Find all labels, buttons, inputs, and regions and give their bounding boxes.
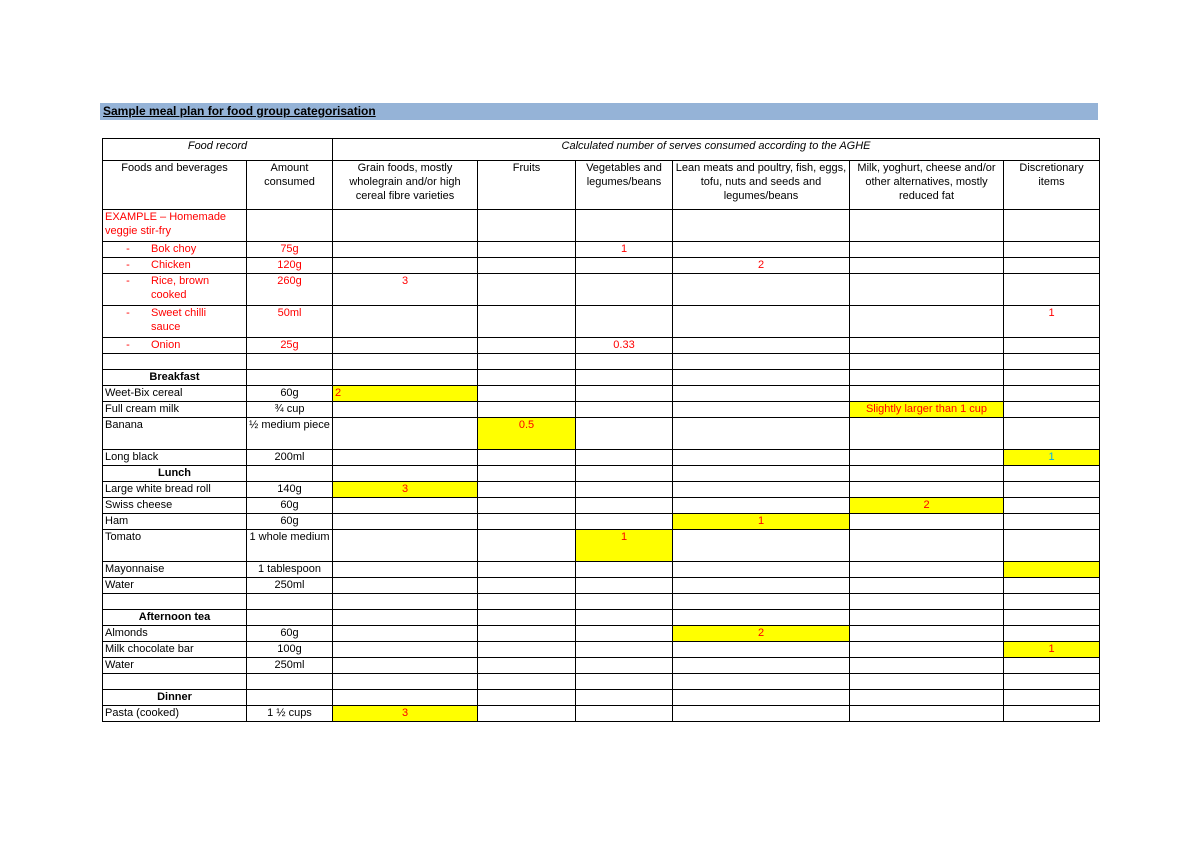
food-record-header: Food record bbox=[103, 139, 333, 161]
fruits-serve: 0.5 bbox=[478, 418, 576, 450]
amount: 120g bbox=[247, 258, 333, 274]
grain-serve: 3 bbox=[333, 274, 478, 306]
food-name: Tomato bbox=[103, 530, 247, 562]
table-row bbox=[103, 562, 1100, 578]
food-name: Mayonnaise bbox=[103, 562, 247, 578]
table-row bbox=[103, 706, 1100, 722]
section-heading: Breakfast bbox=[103, 370, 247, 386]
header-row-columns bbox=[103, 161, 1100, 210]
table-row: - Chicken 120g 2 bbox=[103, 258, 1100, 274]
table-row bbox=[103, 450, 1100, 466]
example-title: EXAMPLE – Homemade veggie stir-fry bbox=[103, 210, 247, 242]
disc-serve: 1 bbox=[1004, 642, 1100, 658]
table-row: - Bok choy 75g 1 bbox=[103, 242, 1100, 258]
grain-serve: 2 bbox=[333, 386, 478, 402]
veg-serve: 1 bbox=[576, 242, 673, 258]
food-name: Bok choy bbox=[151, 243, 197, 255]
amount: 75g bbox=[247, 242, 333, 258]
section-heading: Lunch bbox=[103, 466, 247, 482]
table-row bbox=[103, 642, 1100, 658]
food-name: Ham bbox=[103, 514, 247, 530]
food-name: Rice, brown cooked bbox=[151, 275, 210, 301]
veg-serve: 1 bbox=[576, 530, 673, 562]
table-row bbox=[103, 594, 1100, 610]
amount-header: Amount consumed bbox=[247, 161, 333, 210]
page-title: Sample meal plan for food group categorisation bbox=[103, 104, 376, 118]
table-row: - Onion 25g 0.33 bbox=[103, 338, 1100, 354]
table-row bbox=[103, 402, 1100, 418]
table-row bbox=[103, 674, 1100, 690]
table-row bbox=[103, 386, 1100, 402]
meat-serve: 1 bbox=[673, 514, 850, 530]
table-row bbox=[103, 658, 1100, 674]
section-heading: Afternoon tea bbox=[103, 610, 247, 626]
table-row bbox=[103, 482, 1100, 498]
amount: 25g bbox=[247, 338, 333, 354]
disc-serve: 1 bbox=[1004, 450, 1100, 466]
food-name: Long black bbox=[103, 450, 247, 466]
food-name: Banana bbox=[103, 418, 247, 450]
veg-header: Vegetables and legumes/beans bbox=[576, 161, 673, 210]
table-row bbox=[103, 530, 1100, 562]
table-row bbox=[103, 498, 1100, 514]
food-name: Chicken bbox=[151, 259, 191, 271]
amount: 60g bbox=[247, 626, 333, 642]
disc-serve: 1 bbox=[1004, 306, 1100, 338]
section-row-lunch bbox=[103, 466, 1100, 482]
milk-header: Milk, yoghurt, cheese and/or other alternatives, mostly reduced fat bbox=[850, 161, 1004, 210]
amount: 200ml bbox=[247, 450, 333, 466]
amount: 250ml bbox=[247, 658, 333, 674]
meal-plan-table bbox=[102, 138, 1100, 722]
section-row-breakfast bbox=[103, 370, 1100, 386]
amount: 60g bbox=[247, 498, 333, 514]
foods-header: Foods and beverages bbox=[103, 161, 247, 210]
amount: ¾ cup bbox=[247, 402, 333, 418]
grain-serve: 3 bbox=[333, 706, 478, 722]
food-name: Almonds bbox=[103, 626, 247, 642]
amount: 250ml bbox=[247, 578, 333, 594]
table-row bbox=[103, 354, 1100, 370]
table-row bbox=[103, 210, 1100, 242]
food-name: Large white bread roll bbox=[103, 482, 247, 498]
table-row bbox=[103, 626, 1100, 642]
disc-header: Discretionary items bbox=[1004, 161, 1100, 210]
meat-serve: 2 bbox=[673, 626, 850, 642]
food-name: Sweet chilli sauce bbox=[151, 307, 207, 333]
amount: 100g bbox=[247, 642, 333, 658]
table-row: - Rice, brown cooked 260g 3 bbox=[103, 274, 1100, 306]
table-row bbox=[103, 578, 1100, 594]
disc-serve bbox=[1004, 562, 1100, 578]
amount: 1 tablespoon bbox=[247, 562, 333, 578]
section-row-afternoon-tea bbox=[103, 610, 1100, 626]
amount: 260g bbox=[247, 274, 333, 306]
meat-header: Lean meats and poultry, fish, eggs, tofu, nuts and seeds and legumes/beans bbox=[673, 161, 850, 210]
title-bar bbox=[100, 103, 1098, 120]
milk-serve: 2 bbox=[850, 498, 1004, 514]
amount: 1 whole medium bbox=[247, 530, 333, 562]
fruits-header: Fruits bbox=[478, 161, 576, 210]
grain-serve: 3 bbox=[333, 482, 478, 498]
header-row-top bbox=[103, 139, 1100, 161]
food-name: Onion bbox=[151, 339, 181, 351]
food-name: Swiss cheese bbox=[103, 498, 247, 514]
food-name: Water bbox=[103, 658, 247, 674]
amount: 60g bbox=[247, 514, 333, 530]
amount: 140g bbox=[247, 482, 333, 498]
food-name: Pasta (cooked) bbox=[103, 706, 247, 722]
table-row bbox=[103, 514, 1100, 530]
food-name: Milk chocolate bar bbox=[103, 642, 247, 658]
amount: 50ml bbox=[247, 306, 333, 338]
section-row-dinner bbox=[103, 690, 1100, 706]
table-row: - Sweet chilli sauce 50ml 1 bbox=[103, 306, 1100, 338]
food-name: Full cream milk bbox=[103, 402, 247, 418]
amount: 60g bbox=[247, 386, 333, 402]
food-name: Weet-Bix cereal bbox=[103, 386, 247, 402]
meat-serve: 2 bbox=[673, 258, 850, 274]
amount: ½ medium piece bbox=[247, 418, 333, 450]
amount: 1 ½ cups bbox=[247, 706, 333, 722]
food-name: Water bbox=[103, 578, 247, 594]
milk-serve: Slightly larger than 1 cup bbox=[850, 402, 1004, 418]
calculated-header: Calculated number of serves consumed according to the AGHE bbox=[333, 139, 1100, 161]
table-row bbox=[103, 418, 1100, 450]
veg-serve: 0.33 bbox=[576, 338, 673, 354]
grain-header: Grain foods, mostly wholegrain and/or high cereal fibre varieties bbox=[333, 161, 478, 210]
section-heading: Dinner bbox=[103, 690, 247, 706]
